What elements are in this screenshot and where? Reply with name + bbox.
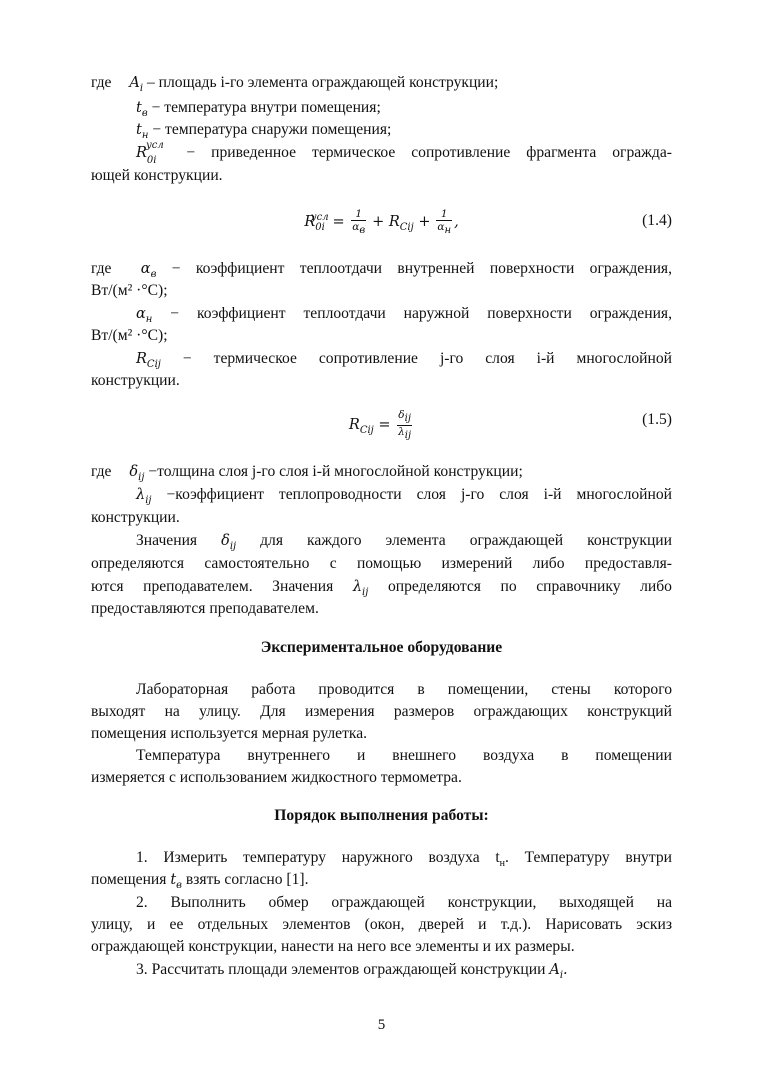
def-t-in-line: $t_в$ − температура внутри помещения; xyxy=(136,99,381,119)
step1-line1: 1. Измерить температуру наружного воздуха $t_н$. Температуру внутри xyxy=(136,849,672,870)
symbol-r0: $R_{0i}$ усл xyxy=(136,140,164,166)
equation-1-5: $R_{Cij}$ = $\frac{\delta_{ij}}{\lambda_{ij}}$ xyxy=(348,409,412,442)
symbol-a-i: $A_i$ xyxy=(129,75,144,94)
fraction-1-over-alpha-in: $\frac{1}{\alpha_в}$ xyxy=(352,208,366,237)
symbol-lambda-inline: $\lambda_{ij}$ xyxy=(352,579,369,598)
def-lambda-line: $\lambda_{ij}$ −коэффициент теплопроводности слоя j-го слоя i-й многослойной xyxy=(136,486,672,506)
def-delta-line: где $\delta_{ij}$ −толщина слоя j-го слоя i-й многослойной конструкции; xyxy=(91,463,523,483)
def-alpha-in-line: где $\alpha_в$ − коэффициент теплоотдачи внутренней поверхности ограждения, xyxy=(91,260,672,280)
para1-line2: определяются самостоятельно с помощью измерений либо предоставля- xyxy=(91,555,672,572)
symbol-delta: $\delta_{ij}$ xyxy=(129,464,145,483)
symbol-a-i-inline: $A_i$. xyxy=(549,962,568,981)
unit-line-1: Вт/(м² ·°С); xyxy=(91,282,168,299)
step2-line1: 2. Выполнить обмер ограждающей конструкции, выходящей на xyxy=(136,894,672,911)
equip-line2: выходят на улицу. Для измерения размеров ограждающих конструкций xyxy=(91,703,672,720)
step2-line2: улицу, и ее отдельных элементов (окон, дверей и т.д.). Нарисовать эскиз xyxy=(91,916,672,933)
step2-line3: ограждающей конструкции, нанести на него все элементы и их размеры. xyxy=(91,938,575,955)
para1-line4: предоставляются преподавателем. xyxy=(91,600,319,617)
page-number: 5 xyxy=(377,1017,386,1033)
equip-line5: измеряется с использованием жидкостного термометра. xyxy=(91,769,462,786)
para1-line1: Значения $\delta_{ij}$ для каждого элемента ограждающей конструкции xyxy=(136,532,672,552)
symbol-t-out: $t_н$ xyxy=(136,122,149,141)
equation-number-1-5: (1.5) xyxy=(642,411,672,428)
symbol-lambda: $\lambda_{ij}$ xyxy=(136,487,152,506)
step1-line2: помещения $t_в$ взять согласно [1]. xyxy=(91,871,309,891)
def-lambda-continued: конструкции. xyxy=(91,509,180,526)
symbol-t-in: $t_в$ xyxy=(136,100,148,119)
symbol-r-cij: $R_{Cij}$ xyxy=(136,351,161,370)
equip-line1: Лабораторная работа проводится в помещении, стены которого xyxy=(136,681,672,698)
equip-line3: помещения используется мерная рулетка. xyxy=(91,725,368,742)
def-t-out-line: $t_н$ − температура снаружи помещения; xyxy=(136,121,392,141)
section-heading-equipment: Экспериментальное оборудование xyxy=(260,639,503,656)
fraction-delta-over-lambda: $\frac{\delta_{ij}}{\lambda_{ij}}$ xyxy=(398,409,412,442)
def-r0-continued: ющей конструкции. xyxy=(91,167,223,184)
section-heading-procedure: Порядок выполнения работы: xyxy=(274,807,489,824)
symbol-delta-inline: $\delta_{ij}$ xyxy=(221,533,237,552)
def-alpha-out-line: $\alpha_н$ − коэффициент теплоотдачи наружной поверхности ограждения, xyxy=(136,305,672,325)
para1-line3: ются преподавателем. Значения $\lambda_{ij}$ определяются по справочнику либо xyxy=(91,578,672,598)
symbol-alpha-in: $\alpha_в$ xyxy=(140,261,157,280)
def-r-cij-continued: конструкции. xyxy=(91,372,180,389)
equation-number-1-4: (1.4) xyxy=(642,212,672,229)
equation-1-4: $R_{0i}^{усл}$ = $\frac{1}{\alpha_в}$ + $R_{Cij}$ + $\frac{1}{\alpha_н}$ , xyxy=(304,208,459,237)
def-area-line: где $A_i$ – площадь i-го элемента ограждающей конструкции; xyxy=(91,74,499,94)
symbol-alpha-out: $\alpha_н$ xyxy=(136,306,153,325)
symbol-t-in-inline: $t_в$ xyxy=(170,872,182,891)
unit-line-2: Вт/(м² ·°С); xyxy=(91,327,168,344)
step3-line: 3. Рассчитать площади элементов ограждающей конструкции $A_i$. xyxy=(136,961,568,981)
equip-line4: Температура внутреннего и внешнего воздуха в помещении xyxy=(136,747,672,764)
def-r0-line: $R_{0i}$ усл − приведенное термическое сопротивление фрагмента огражда- xyxy=(136,140,672,166)
def-r-cij-line: $R_{Cij}$ − термическое сопротивление j-го слоя i-й многослойной xyxy=(136,350,672,370)
fraction-1-over-alpha-out: $\frac{1}{\alpha_н}$ xyxy=(437,208,452,237)
